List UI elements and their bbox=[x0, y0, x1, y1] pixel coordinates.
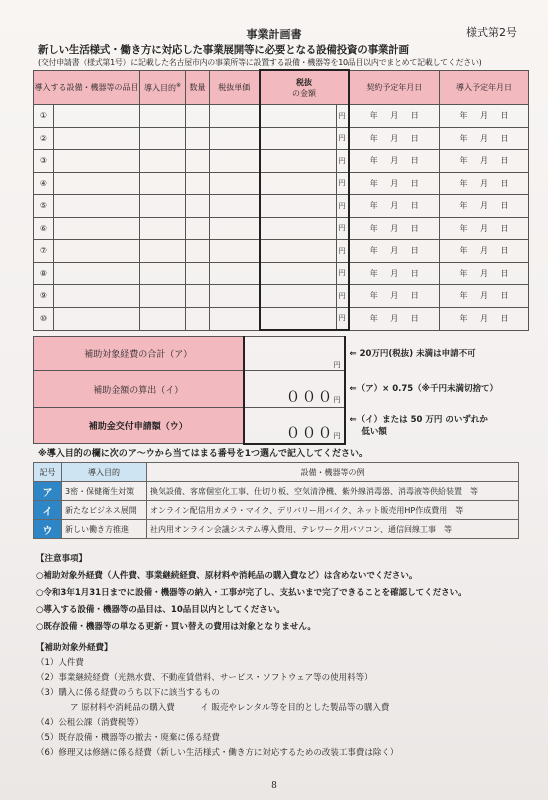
intro-date-cell[interactable]: 年 月 日 bbox=[440, 195, 529, 218]
grant-zeros: ０００ bbox=[285, 423, 334, 442]
page-number: 8 bbox=[271, 781, 277, 791]
row-number: ⑧ bbox=[34, 262, 54, 285]
table-header-row bbox=[34, 70, 529, 105]
calc-zeros: ０００ bbox=[285, 388, 334, 406]
row-number: ⑨ bbox=[34, 285, 54, 308]
qty-cell[interactable] bbox=[186, 150, 210, 173]
calc-note: ⇐（ア）× 0.75（※千円未満切捨て） bbox=[349, 384, 498, 394]
amount-cell[interactable] bbox=[260, 240, 337, 263]
intro-date-cell[interactable]: 年 月 日 bbox=[440, 240, 529, 263]
purpose-code: ア bbox=[34, 482, 62, 501]
table-row bbox=[34, 307, 529, 330]
yen-unit: 円 bbox=[337, 240, 349, 263]
purpose-table bbox=[33, 462, 519, 539]
document-heading: 新しい生活様式・働き方に対応した事業展開等に必要となる設備投資の事業計画 bbox=[38, 44, 409, 56]
table-row bbox=[34, 195, 529, 218]
qty-cell[interactable] bbox=[186, 127, 210, 150]
purpose-cell[interactable] bbox=[140, 127, 186, 150]
purpose-instruction: ※導入目的の欄に次のア～ウから当てはまる番号を1つ選んで記入してください。 bbox=[38, 449, 369, 459]
purpose-header-example: 設備・機器等の例 bbox=[147, 463, 519, 482]
yen-unit: 円 bbox=[337, 105, 349, 128]
summary-row-total bbox=[34, 337, 529, 371]
unit-price-cell[interactable] bbox=[210, 217, 260, 240]
unit-price-cell[interactable] bbox=[210, 240, 260, 263]
header-unit-price: 税抜単価 bbox=[210, 70, 260, 105]
item-cell[interactable] bbox=[54, 172, 140, 195]
item-cell[interactable] bbox=[54, 285, 140, 308]
amount-cell[interactable] bbox=[260, 307, 337, 330]
row-number: ④ bbox=[34, 172, 54, 195]
purpose-example: 換気設備、客席個室化工事、仕切り板、空気清浄機、紫外線消毒器、消毒液等供給装置 等 bbox=[147, 482, 519, 501]
intro-date-cell[interactable]: 年 月 日 bbox=[440, 285, 529, 308]
contract-date-cell[interactable]: 年 月 日 bbox=[349, 217, 440, 240]
qty-cell[interactable] bbox=[186, 195, 210, 218]
purpose-cell[interactable] bbox=[140, 172, 186, 195]
purpose-code: ウ bbox=[34, 520, 62, 539]
qty-cell[interactable] bbox=[186, 307, 210, 330]
table-row bbox=[34, 150, 529, 173]
amount-cell[interactable] bbox=[260, 217, 337, 240]
header-qty: 数量 bbox=[186, 70, 210, 105]
amount-cell[interactable] bbox=[260, 150, 337, 173]
intro-date-cell[interactable]: 年 月 日 bbox=[440, 307, 529, 330]
qty-cell[interactable] bbox=[186, 240, 210, 263]
purpose-row bbox=[34, 482, 519, 501]
grant-label: 補助金交付申請額（ウ） bbox=[34, 408, 244, 444]
amount-cell[interactable] bbox=[260, 262, 337, 285]
table-row bbox=[34, 105, 529, 128]
table-row bbox=[34, 240, 529, 263]
purpose-row bbox=[34, 520, 519, 539]
row-number: ⑤ bbox=[34, 195, 54, 218]
purpose-header-row bbox=[34, 463, 519, 482]
yen-unit: 円 bbox=[337, 127, 349, 150]
document-subheading: (交付申請書（様式第1号）に記載した名古屋市内の事業所等に設置する設備・機器等を10品目以内でまとめて記載してください) bbox=[38, 58, 482, 67]
excluded-item: （1）人件費 bbox=[36, 658, 84, 668]
intro-date-cell[interactable]: 年 月 日 bbox=[440, 217, 529, 240]
intro-date-cell[interactable]: 年 月 日 bbox=[440, 262, 529, 285]
purpose-name: 新しい働き方推進 bbox=[62, 520, 147, 539]
yen-unit: 円 bbox=[337, 150, 349, 173]
yen-unit: 円 bbox=[337, 307, 349, 330]
cautions-title: 【注意事項】 bbox=[36, 554, 88, 564]
total-label: 補助対象経費の合計（ア） bbox=[34, 337, 244, 371]
purpose-mark: ※ bbox=[175, 82, 182, 90]
unit-price-cell[interactable] bbox=[210, 127, 260, 150]
table-row bbox=[34, 127, 529, 150]
item-cell[interactable] bbox=[54, 105, 140, 128]
purpose-cell[interactable] bbox=[140, 285, 186, 308]
caution-item: ○補助対象外経費（人件費、事業継続経費、原材料や消耗品の購入費など）は含めないでください。 bbox=[36, 571, 418, 581]
form-number: 様式第2号 bbox=[466, 26, 517, 39]
row-number: ② bbox=[34, 127, 54, 150]
header-contract-date: 契約予定年月日 bbox=[349, 70, 440, 105]
contract-date-cell[interactable]: 年 月 日 bbox=[349, 262, 440, 285]
summary-row-grant bbox=[34, 408, 529, 444]
intro-date-cell[interactable]: 年 月 日 bbox=[440, 150, 529, 173]
row-number: ⑩ bbox=[34, 307, 54, 330]
header-amount: 税抜 の金額 bbox=[260, 70, 349, 105]
amount-cell[interactable] bbox=[260, 105, 337, 128]
contract-date-cell[interactable]: 年 月 日 bbox=[349, 285, 440, 308]
amount-cell[interactable] bbox=[260, 127, 337, 150]
excluded-item: （3）購入に係る経費のうち以下に該当するもの bbox=[36, 688, 220, 698]
total-note: ⇐ 20万円(税抜) 未満は申請不可 bbox=[349, 348, 476, 359]
summary-table bbox=[33, 336, 529, 445]
item-cell[interactable] bbox=[54, 127, 140, 150]
purpose-example: 社内用オンライン会議システム導入費用、テレワーク用パソコン、通信回線工事 等 bbox=[147, 520, 519, 539]
purpose-code: イ bbox=[34, 501, 62, 520]
intro-date-cell[interactable]: 年 月 日 bbox=[440, 172, 529, 195]
item-cell[interactable] bbox=[54, 240, 140, 263]
intro-date-cell[interactable]: 年 月 日 bbox=[440, 127, 529, 150]
unit-price-cell[interactable] bbox=[210, 150, 260, 173]
row-number: ③ bbox=[34, 150, 54, 173]
grant-note: ⇐（イ）または 50 万円 のいずれか 低い額 bbox=[349, 414, 488, 437]
excluded-title: 【補助対象外経費】 bbox=[36, 643, 113, 653]
equipment-table bbox=[33, 69, 529, 331]
table-row bbox=[34, 285, 529, 308]
amount-cell[interactable] bbox=[260, 195, 337, 218]
purpose-cell[interactable] bbox=[140, 262, 186, 285]
row-number: ⑥ bbox=[34, 217, 54, 240]
contract-date-cell[interactable]: 年 月 日 bbox=[349, 195, 440, 218]
unit-price-cell[interactable] bbox=[210, 105, 260, 128]
purpose-cell[interactable] bbox=[140, 105, 186, 128]
yen-unit: 円 bbox=[337, 262, 349, 285]
caution-item: ○令和3年1月31日までに設備・機器等の納入・工事が完了し、支払いまで完了できることを確認してください。 bbox=[36, 588, 467, 598]
purpose-cell[interactable] bbox=[140, 150, 186, 173]
yen-unit: 円 bbox=[333, 361, 341, 369]
qty-cell[interactable] bbox=[186, 285, 210, 308]
document-title: 事業計画書 bbox=[246, 28, 302, 41]
unit-price-cell[interactable] bbox=[210, 262, 260, 285]
calc-label: 補助金額の算出（イ） bbox=[34, 371, 244, 408]
purpose-row bbox=[34, 501, 519, 520]
yen-unit: 円 bbox=[337, 195, 349, 218]
header-purpose: 導入目的※ bbox=[140, 70, 186, 105]
header-intro-date: 導入予定年月日 bbox=[440, 70, 529, 105]
caution-item: ○既存設備・機器等の単なる更新・買い替えの費用は対象となりません。 bbox=[36, 622, 316, 632]
purpose-header-code: 記号 bbox=[34, 463, 62, 482]
qty-cell[interactable] bbox=[186, 217, 210, 240]
item-cell[interactable] bbox=[54, 217, 140, 240]
table-row bbox=[34, 217, 529, 240]
qty-cell[interactable] bbox=[186, 172, 210, 195]
purpose-name: 3密・保健衛生対策 bbox=[62, 482, 147, 501]
excluded-item: （4）公租公課（消費税等） bbox=[36, 718, 144, 728]
contract-date-cell[interactable]: 年 月 日 bbox=[349, 150, 440, 173]
contract-date-cell[interactable]: 年 月 日 bbox=[349, 105, 440, 128]
excluded-item: （2）事業継続経費（光熱水費、不動産賃借料、サービス・ソフトウェア等の使用料等） bbox=[36, 673, 373, 683]
table-row bbox=[34, 262, 529, 285]
purpose-header-name: 導入目的 bbox=[62, 463, 147, 482]
row-number: ① bbox=[34, 105, 54, 128]
contract-date-cell[interactable]: 年 月 日 bbox=[349, 240, 440, 263]
yen-unit: 円 bbox=[333, 396, 341, 404]
excluded-item: （6）修理又は修繕に係る経費（新しい生活様式・働き方に対応するための改装工事費は除く） bbox=[36, 748, 399, 758]
yen-unit: 円 bbox=[337, 172, 349, 195]
contract-date-cell[interactable]: 年 月 日 bbox=[349, 307, 440, 330]
excluded-item: （5）既存設備・機器等の撤去・廃棄に係る経費 bbox=[36, 733, 220, 743]
item-cell[interactable] bbox=[54, 150, 140, 173]
unit-price-cell[interactable] bbox=[210, 307, 260, 330]
total-value-cell[interactable] bbox=[244, 337, 345, 371]
qty-cell[interactable] bbox=[186, 105, 210, 128]
yen-unit: 円 bbox=[337, 217, 349, 240]
contract-date-cell[interactable]: 年 月 日 bbox=[349, 172, 440, 195]
purpose-cell[interactable] bbox=[140, 195, 186, 218]
amount-cell[interactable] bbox=[260, 172, 337, 195]
item-cell[interactable] bbox=[54, 195, 140, 218]
yen-unit: 円 bbox=[333, 431, 341, 440]
header-item: 導入する設備・機器等の品目 bbox=[34, 70, 140, 105]
purpose-name: 新たなビジネス展開 bbox=[62, 501, 147, 520]
qty-cell[interactable] bbox=[186, 262, 210, 285]
purpose-cell[interactable] bbox=[140, 307, 186, 330]
purpose-example: オンライン配信用カメラ・マイク、デリバリー用バイク、ネット販売用HP作成費用 等 bbox=[147, 501, 519, 520]
caution-item: ○導入する設備・機器等の品目は、10品目以内としてください。 bbox=[36, 605, 285, 615]
amount-cell[interactable] bbox=[260, 285, 337, 308]
unit-price-cell[interactable] bbox=[210, 195, 260, 218]
purpose-cell[interactable] bbox=[140, 217, 186, 240]
table-row bbox=[34, 172, 529, 195]
grant-value-cell[interactable] bbox=[244, 408, 345, 444]
purpose-cell[interactable] bbox=[140, 240, 186, 263]
calc-value-cell[interactable] bbox=[244, 371, 345, 408]
item-cell[interactable] bbox=[54, 262, 140, 285]
contract-date-cell[interactable]: 年 月 日 bbox=[349, 127, 440, 150]
unit-price-cell[interactable] bbox=[210, 285, 260, 308]
row-number: ⑦ bbox=[34, 240, 54, 263]
yen-unit: 円 bbox=[337, 285, 349, 308]
summary-row-calc bbox=[34, 371, 529, 408]
excluded-item: ア 原材料や消耗品の購入費 イ 販売やレンタル等を目的とした製品等の購入費 bbox=[70, 703, 390, 713]
intro-date-cell[interactable]: 年 月 日 bbox=[440, 105, 529, 128]
unit-price-cell[interactable] bbox=[210, 172, 260, 195]
item-cell[interactable] bbox=[54, 307, 140, 330]
